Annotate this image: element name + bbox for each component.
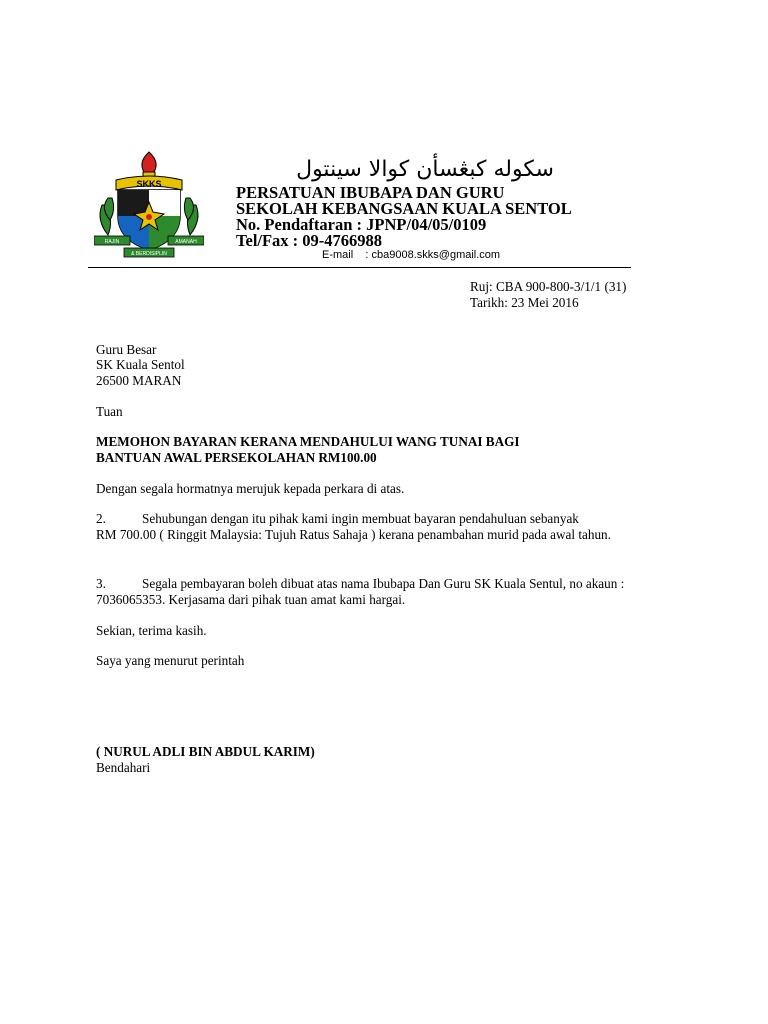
email-address[interactable]: : cba9008.skks@gmail.com <box>365 249 501 261</box>
org-name: PERSATUAN IBUBAPA DAN GURU <box>236 183 505 202</box>
logo-text: SKKS <box>136 179 162 189</box>
paragraph-2-line-1 <box>96 510 579 527</box>
letter-date: Tarikh: 23 Mei 2016 <box>470 295 579 310</box>
recipient-address: 26500 MARAN <box>96 373 182 388</box>
registration-number: No. Pendaftaran : JPNP/04/05/0109 <box>236 215 487 234</box>
closing-formal: Saya yang menurut perintah <box>96 653 245 668</box>
subject-line-1: MEMOHON BAYARAN KERANA MENDAHULUI WANG TUNAI BAGI <box>96 434 520 449</box>
school-logo <box>94 150 204 262</box>
recipient-title: Guru Besar <box>96 342 157 357</box>
paragraph-3-text-1: Segala pembayaran boleh dibuat atas nama Ibubapa Dan Guru SK Kuala Sentul, no akaun : <box>142 576 625 591</box>
logo-motto-right: AMANAH <box>175 239 197 245</box>
subject-line-2: BANTUAN AWAL PERSEKOLAHAN RM100.00 <box>96 450 377 465</box>
reference-number: Ruj: CBA 900-800-3/1/1 (31) <box>470 279 627 294</box>
signatory-title: Bendahari <box>96 760 151 775</box>
paragraph-3-line-1 <box>96 575 624 592</box>
email-line <box>322 249 500 261</box>
logo-motto-bottom: & BERDISIPLIN <box>131 251 167 257</box>
jawi-title: سكوله كبڠسأن كوالا سينتول <box>296 157 554 182</box>
paragraph-2-line-2: RM 700.00 ( Ringgit Malaysia: Tujuh Ratus Sahaja ) kerana penambahan murid pada awal tahun. <box>96 527 611 542</box>
school-name: SEKOLAH KEBANGSAAN KUALA SENTOL <box>236 199 572 218</box>
email-label: E-mail <box>322 249 354 261</box>
tel-fax: Tel/Fax : 09-4766988 <box>236 231 383 250</box>
closing-thanks: Sekian, terima kasih. <box>96 623 207 638</box>
salutation: Tuan <box>96 404 123 419</box>
paragraph-2-text-1: Sehubungan dengan itu pihak kami ingin membuat bayaran pendahuluan sebanyak <box>142 511 579 526</box>
jawi-school-name <box>282 148 568 188</box>
paragraph-2-number: 2. <box>96 511 106 526</box>
logo-motto-left: RAJIN <box>104 239 120 245</box>
opening-paragraph: Dengan segala hormatnya merujuk kepada perkara di atas. <box>96 481 405 496</box>
recipient-school: SK Kuala Sentol <box>96 357 185 372</box>
paragraph-3-line-2: 7036065353. Kerjasama dari pihak tuan amat kami hargai. <box>96 592 406 607</box>
paragraph-3-number: 3. <box>96 576 106 591</box>
signatory-name: ( NURUL ADLI BIN ABDUL KARIM) <box>96 744 315 759</box>
header-divider <box>88 267 631 268</box>
